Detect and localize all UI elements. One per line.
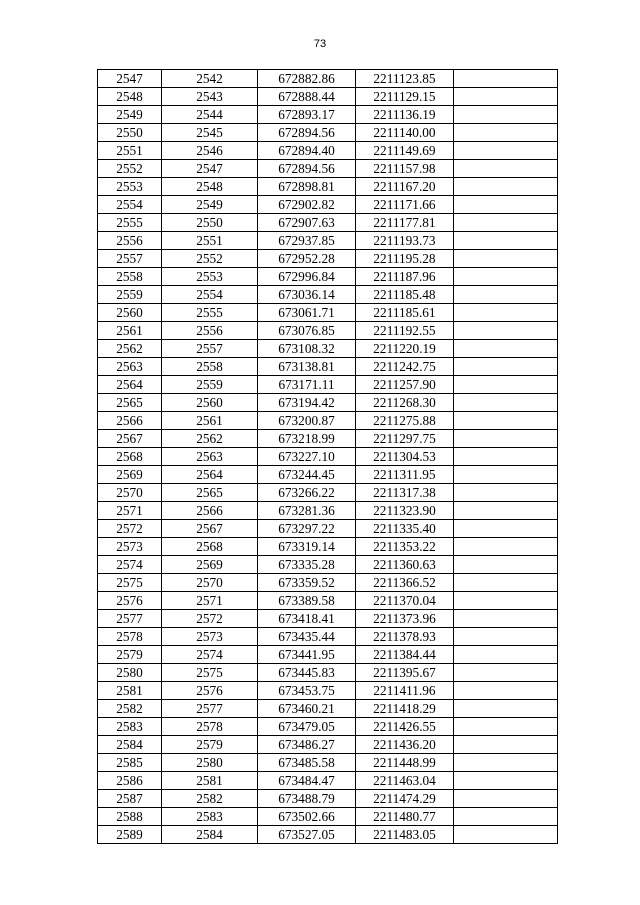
point-id-cell: 2547 xyxy=(162,160,258,178)
point-index-cell: 2575 xyxy=(98,574,162,592)
point-index-cell: 2548 xyxy=(98,88,162,106)
x-coordinate-cell: 673486.27 xyxy=(258,736,356,754)
x-coordinate-cell: 673479.05 xyxy=(258,718,356,736)
x-coordinate-cell: 672894.40 xyxy=(258,142,356,160)
y-coordinate-cell: 2211323.90 xyxy=(356,502,454,520)
point-index-cell: 2588 xyxy=(98,808,162,826)
table-row xyxy=(98,718,558,736)
point-id-cell: 2544 xyxy=(162,106,258,124)
note-cell xyxy=(454,376,558,394)
table-row xyxy=(98,358,558,376)
point-id-cell: 2573 xyxy=(162,628,258,646)
note-cell xyxy=(454,790,558,808)
point-id-cell: 2546 xyxy=(162,142,258,160)
note-cell xyxy=(454,160,558,178)
note-cell xyxy=(454,826,558,844)
point-index-cell: 2576 xyxy=(98,592,162,610)
x-coordinate-cell: 673527.05 xyxy=(258,826,356,844)
point-id-cell: 2558 xyxy=(162,358,258,376)
point-index-cell: 2581 xyxy=(98,682,162,700)
point-id-cell: 2552 xyxy=(162,250,258,268)
note-cell xyxy=(454,448,558,466)
x-coordinate-cell: 673218.99 xyxy=(258,430,356,448)
point-id-cell: 2560 xyxy=(162,394,258,412)
note-cell xyxy=(454,772,558,790)
note-cell xyxy=(454,664,558,682)
table-row xyxy=(98,124,558,142)
x-coordinate-cell: 673359.52 xyxy=(258,574,356,592)
point-index-cell: 2547 xyxy=(98,70,162,88)
point-index-cell: 2555 xyxy=(98,214,162,232)
y-coordinate-cell: 2211171.66 xyxy=(356,196,454,214)
point-index-cell: 2553 xyxy=(98,178,162,196)
point-id-cell: 2576 xyxy=(162,682,258,700)
point-id-cell: 2556 xyxy=(162,322,258,340)
table-row xyxy=(98,412,558,430)
table-row xyxy=(98,322,558,340)
y-coordinate-cell: 2211411.96 xyxy=(356,682,454,700)
point-index-cell: 2578 xyxy=(98,628,162,646)
note-cell xyxy=(454,142,558,160)
x-coordinate-cell: 672996.84 xyxy=(258,268,356,286)
table-row xyxy=(98,88,558,106)
point-index-cell: 2587 xyxy=(98,790,162,808)
point-id-cell: 2583 xyxy=(162,808,258,826)
note-cell xyxy=(454,736,558,754)
x-coordinate-cell: 673036.14 xyxy=(258,286,356,304)
note-cell xyxy=(454,124,558,142)
table-row xyxy=(98,430,558,448)
note-cell xyxy=(454,682,558,700)
note-cell xyxy=(454,610,558,628)
table-row xyxy=(98,106,558,124)
y-coordinate-cell: 2211187.96 xyxy=(356,268,454,286)
point-id-cell: 2554 xyxy=(162,286,258,304)
point-index-cell: 2564 xyxy=(98,376,162,394)
note-cell xyxy=(454,232,558,250)
x-coordinate-cell: 673138.81 xyxy=(258,358,356,376)
table-row xyxy=(98,628,558,646)
point-id-cell: 2572 xyxy=(162,610,258,628)
table-row xyxy=(98,394,558,412)
y-coordinate-cell: 2211483.05 xyxy=(356,826,454,844)
note-cell xyxy=(454,268,558,286)
table-row xyxy=(98,286,558,304)
point-id-cell: 2559 xyxy=(162,376,258,394)
y-coordinate-cell: 2211268.30 xyxy=(356,394,454,412)
note-cell xyxy=(454,358,558,376)
table-row xyxy=(98,484,558,502)
y-coordinate-cell: 2211275.88 xyxy=(356,412,454,430)
y-coordinate-cell: 2211373.96 xyxy=(356,610,454,628)
y-coordinate-cell: 2211304.53 xyxy=(356,448,454,466)
x-coordinate-cell: 673441.95 xyxy=(258,646,356,664)
y-coordinate-cell: 2211149.69 xyxy=(356,142,454,160)
point-id-cell: 2580 xyxy=(162,754,258,772)
y-coordinate-cell: 2211480.77 xyxy=(356,808,454,826)
y-coordinate-cell: 2211195.28 xyxy=(356,250,454,268)
table-row xyxy=(98,592,558,610)
point-id-cell: 2570 xyxy=(162,574,258,592)
point-id-cell: 2571 xyxy=(162,592,258,610)
table-body xyxy=(98,70,558,844)
point-index-cell: 2557 xyxy=(98,250,162,268)
table-row xyxy=(98,610,558,628)
point-index-cell: 2562 xyxy=(98,340,162,358)
table-row xyxy=(98,646,558,664)
y-coordinate-cell: 2211360.63 xyxy=(356,556,454,574)
x-coordinate-cell: 673244.45 xyxy=(258,466,356,484)
point-index-cell: 2583 xyxy=(98,718,162,736)
table-row xyxy=(98,754,558,772)
table-row xyxy=(98,250,558,268)
point-id-cell: 2577 xyxy=(162,700,258,718)
page-number: 73 xyxy=(313,38,327,50)
x-coordinate-cell: 673435.44 xyxy=(258,628,356,646)
point-id-cell: 2567 xyxy=(162,520,258,538)
table-row xyxy=(98,574,558,592)
y-coordinate-cell: 2211242.75 xyxy=(356,358,454,376)
point-id-cell: 2545 xyxy=(162,124,258,142)
point-id-cell: 2565 xyxy=(162,484,258,502)
point-index-cell: 2577 xyxy=(98,610,162,628)
y-coordinate-cell: 2211335.40 xyxy=(356,520,454,538)
table-row xyxy=(98,520,558,538)
table-row xyxy=(98,196,558,214)
point-index-cell: 2580 xyxy=(98,664,162,682)
y-coordinate-cell: 2211157.98 xyxy=(356,160,454,178)
table-row xyxy=(98,304,558,322)
y-coordinate-cell: 2211366.52 xyxy=(356,574,454,592)
y-coordinate-cell: 2211426.55 xyxy=(356,718,454,736)
point-id-cell: 2564 xyxy=(162,466,258,484)
point-id-cell: 2569 xyxy=(162,556,258,574)
y-coordinate-cell: 2211167.20 xyxy=(356,178,454,196)
point-index-cell: 2563 xyxy=(98,358,162,376)
y-coordinate-cell: 2211185.61 xyxy=(356,304,454,322)
point-index-cell: 2551 xyxy=(98,142,162,160)
x-coordinate-cell: 673502.66 xyxy=(258,808,356,826)
table-row xyxy=(98,232,558,250)
note-cell xyxy=(454,466,558,484)
table-row xyxy=(98,268,558,286)
point-id-cell: 2542 xyxy=(162,70,258,88)
point-index-cell: 2584 xyxy=(98,736,162,754)
note-cell xyxy=(454,304,558,322)
table-row xyxy=(98,772,558,790)
table-row xyxy=(98,790,558,808)
point-index-cell: 2574 xyxy=(98,556,162,574)
x-coordinate-cell: 673108.32 xyxy=(258,340,356,358)
point-id-cell: 2575 xyxy=(162,664,258,682)
x-coordinate-cell: 672888.44 xyxy=(258,88,356,106)
point-id-cell: 2557 xyxy=(162,340,258,358)
y-coordinate-cell: 2211257.90 xyxy=(356,376,454,394)
point-index-cell: 2571 xyxy=(98,502,162,520)
note-cell xyxy=(454,484,558,502)
point-id-cell: 2549 xyxy=(162,196,258,214)
x-coordinate-cell: 673453.75 xyxy=(258,682,356,700)
note-cell xyxy=(454,574,558,592)
point-id-cell: 2562 xyxy=(162,430,258,448)
point-id-cell: 2582 xyxy=(162,790,258,808)
point-id-cell: 2566 xyxy=(162,502,258,520)
note-cell xyxy=(454,700,558,718)
y-coordinate-cell: 2211378.93 xyxy=(356,628,454,646)
table-row xyxy=(98,178,558,196)
x-coordinate-cell: 673460.21 xyxy=(258,700,356,718)
x-coordinate-cell: 673076.85 xyxy=(258,322,356,340)
x-coordinate-cell: 672898.81 xyxy=(258,178,356,196)
x-coordinate-cell: 673194.42 xyxy=(258,394,356,412)
point-id-cell: 2579 xyxy=(162,736,258,754)
note-cell xyxy=(454,412,558,430)
point-id-cell: 2568 xyxy=(162,538,258,556)
point-index-cell: 2560 xyxy=(98,304,162,322)
table-row xyxy=(98,808,558,826)
point-id-cell: 2543 xyxy=(162,88,258,106)
y-coordinate-cell: 2211311.95 xyxy=(356,466,454,484)
x-coordinate-cell: 672937.85 xyxy=(258,232,356,250)
x-coordinate-cell: 673200.87 xyxy=(258,412,356,430)
note-cell xyxy=(454,592,558,610)
note-cell xyxy=(454,538,558,556)
y-coordinate-cell: 2211140.00 xyxy=(356,124,454,142)
note-cell xyxy=(454,70,558,88)
note-cell xyxy=(454,430,558,448)
coordinates-table xyxy=(97,69,558,844)
point-id-cell: 2550 xyxy=(162,214,258,232)
x-coordinate-cell: 673445.83 xyxy=(258,664,356,682)
note-cell xyxy=(454,286,558,304)
point-index-cell: 2585 xyxy=(98,754,162,772)
x-coordinate-cell: 672907.63 xyxy=(258,214,356,232)
y-coordinate-cell: 2211317.38 xyxy=(356,484,454,502)
y-coordinate-cell: 2211418.29 xyxy=(356,700,454,718)
y-coordinate-cell: 2211448.99 xyxy=(356,754,454,772)
point-id-cell: 2551 xyxy=(162,232,258,250)
point-index-cell: 2567 xyxy=(98,430,162,448)
point-index-cell: 2559 xyxy=(98,286,162,304)
note-cell xyxy=(454,556,558,574)
x-coordinate-cell: 673061.71 xyxy=(258,304,356,322)
table-row xyxy=(98,466,558,484)
point-id-cell: 2555 xyxy=(162,304,258,322)
point-index-cell: 2586 xyxy=(98,772,162,790)
table-row xyxy=(98,682,558,700)
x-coordinate-cell: 673335.28 xyxy=(258,556,356,574)
y-coordinate-cell: 2211123.85 xyxy=(356,70,454,88)
point-index-cell: 2556 xyxy=(98,232,162,250)
point-index-cell: 2589 xyxy=(98,826,162,844)
y-coordinate-cell: 2211185.48 xyxy=(356,286,454,304)
x-coordinate-cell: 673266.22 xyxy=(258,484,356,502)
y-coordinate-cell: 2211370.04 xyxy=(356,592,454,610)
y-coordinate-cell: 2211297.75 xyxy=(356,430,454,448)
x-coordinate-cell: 672894.56 xyxy=(258,124,356,142)
note-cell xyxy=(454,340,558,358)
table-row xyxy=(98,664,558,682)
y-coordinate-cell: 2211129.15 xyxy=(356,88,454,106)
x-coordinate-cell: 672894.56 xyxy=(258,160,356,178)
y-coordinate-cell: 2211136.19 xyxy=(356,106,454,124)
x-coordinate-cell: 672882.86 xyxy=(258,70,356,88)
y-coordinate-cell: 2211384.44 xyxy=(356,646,454,664)
x-coordinate-cell: 673484.47 xyxy=(258,772,356,790)
note-cell xyxy=(454,88,558,106)
x-coordinate-cell: 673485.58 xyxy=(258,754,356,772)
point-id-cell: 2581 xyxy=(162,772,258,790)
y-coordinate-cell: 2211220.19 xyxy=(356,340,454,358)
x-coordinate-cell: 673488.79 xyxy=(258,790,356,808)
table-row xyxy=(98,502,558,520)
x-coordinate-cell: 673319.14 xyxy=(258,538,356,556)
point-index-cell: 2582 xyxy=(98,700,162,718)
x-coordinate-cell: 673281.36 xyxy=(258,502,356,520)
point-index-cell: 2566 xyxy=(98,412,162,430)
point-id-cell: 2561 xyxy=(162,412,258,430)
point-index-cell: 2550 xyxy=(98,124,162,142)
point-index-cell: 2579 xyxy=(98,646,162,664)
note-cell xyxy=(454,106,558,124)
note-cell xyxy=(454,808,558,826)
table-row xyxy=(98,70,558,88)
note-cell xyxy=(454,646,558,664)
table-row xyxy=(98,538,558,556)
point-index-cell: 2570 xyxy=(98,484,162,502)
point-index-cell: 2561 xyxy=(98,322,162,340)
point-index-cell: 2572 xyxy=(98,520,162,538)
note-cell xyxy=(454,628,558,646)
table-row xyxy=(98,826,558,844)
point-index-cell: 2568 xyxy=(98,448,162,466)
x-coordinate-cell: 673389.58 xyxy=(258,592,356,610)
table-row xyxy=(98,214,558,232)
point-index-cell: 2573 xyxy=(98,538,162,556)
y-coordinate-cell: 2211463.04 xyxy=(356,772,454,790)
point-index-cell: 2554 xyxy=(98,196,162,214)
x-coordinate-cell: 673171.11 xyxy=(258,376,356,394)
x-coordinate-cell: 673418.41 xyxy=(258,610,356,628)
y-coordinate-cell: 2211193.73 xyxy=(356,232,454,250)
y-coordinate-cell: 2211395.67 xyxy=(356,664,454,682)
point-id-cell: 2553 xyxy=(162,268,258,286)
table-row xyxy=(98,448,558,466)
y-coordinate-cell: 2211353.22 xyxy=(356,538,454,556)
point-id-cell: 2578 xyxy=(162,718,258,736)
point-index-cell: 2565 xyxy=(98,394,162,412)
point-id-cell: 2548 xyxy=(162,178,258,196)
note-cell xyxy=(454,394,558,412)
note-cell xyxy=(454,178,558,196)
note-cell xyxy=(454,250,558,268)
x-coordinate-cell: 672952.28 xyxy=(258,250,356,268)
x-coordinate-cell: 673227.10 xyxy=(258,448,356,466)
y-coordinate-cell: 2211192.55 xyxy=(356,322,454,340)
y-coordinate-cell: 2211177.81 xyxy=(356,214,454,232)
table-row xyxy=(98,556,558,574)
point-index-cell: 2558 xyxy=(98,268,162,286)
point-id-cell: 2584 xyxy=(162,826,258,844)
y-coordinate-cell: 2211436.20 xyxy=(356,736,454,754)
table-row xyxy=(98,160,558,178)
x-coordinate-cell: 672893.17 xyxy=(258,106,356,124)
note-cell xyxy=(454,502,558,520)
point-index-cell: 2549 xyxy=(98,106,162,124)
table-row xyxy=(98,340,558,358)
table-row xyxy=(98,376,558,394)
note-cell xyxy=(454,214,558,232)
point-index-cell: 2552 xyxy=(98,160,162,178)
note-cell xyxy=(454,520,558,538)
x-coordinate-cell: 673297.22 xyxy=(258,520,356,538)
note-cell xyxy=(454,196,558,214)
note-cell xyxy=(454,718,558,736)
table-row xyxy=(98,736,558,754)
y-coordinate-cell: 2211474.29 xyxy=(356,790,454,808)
point-id-cell: 2563 xyxy=(162,448,258,466)
note-cell xyxy=(454,322,558,340)
table-row xyxy=(98,700,558,718)
note-cell xyxy=(454,754,558,772)
x-coordinate-cell: 672902.82 xyxy=(258,196,356,214)
point-index-cell: 2569 xyxy=(98,466,162,484)
table-row xyxy=(98,142,558,160)
point-id-cell: 2574 xyxy=(162,646,258,664)
